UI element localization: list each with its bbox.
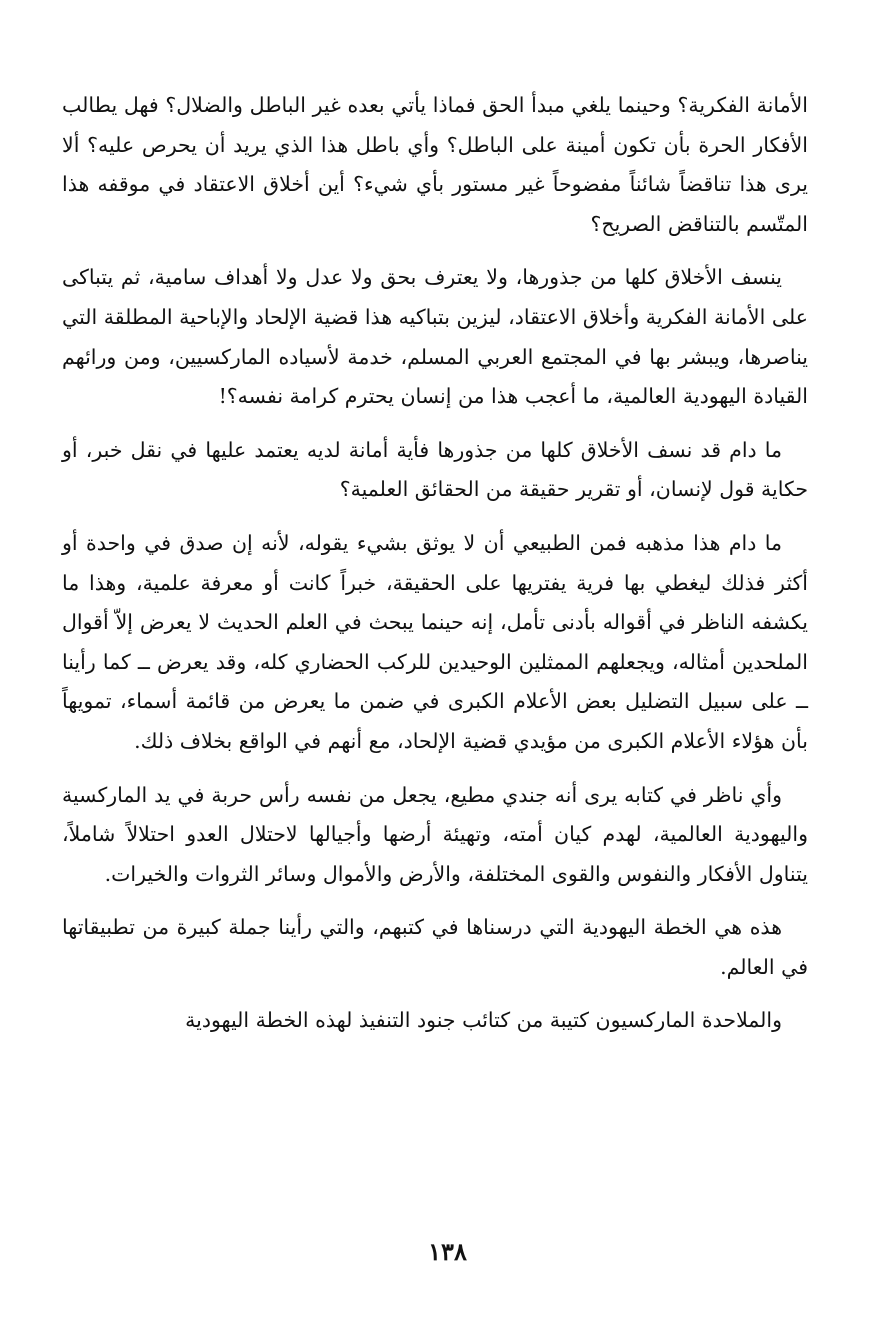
page-body xyxy=(62,86,808,1055)
paragraph-3: ما دام قد نسف الأخلاق كلها من جذورها فأية أمانة لديه يعتمد عليها في نقل خبر، أو حكاية قول لإنسان، أو تقرير حقيقة من الحقائق العلمية؟ xyxy=(62,437,808,502)
paragraph-5: وأي ناظر في كتابه يرى أنه جندي مطيع، يجعل من نفسه رأس حربة في يد الماركسية واليهودية العالمية، لهدم كيان أمته، وتهيئة أرضها وأجيالها لاحتلال العدو احتلالاً شاملاً، يتناول الأفكار والنفوس والقوى المختلفة، والأرض والأموال وسائر الثروات والخيرات. xyxy=(62,782,808,886)
page-number: ١٣٨ xyxy=(428,1237,467,1266)
paragraph-2: ينسف الأخلاق كلها من جذورها، ولا يعترف بحق ولا عدل ولا أهداف سامية، ثم يتباكى على الأمانة الفكرية وأخلاق الاعتقاد، ليزين بتباكيه هذا قضية الإلحاد والإباحية المطلقة التي يناصرها، ويبشر بها في المجتمع العربي المسلم، خدمة لأسياده الماركسيين، ومن ورائهم القيادة اليهودية العالمية، ما أعجب هذا من إنسان يحترم كرامة نفسه؟! xyxy=(62,265,808,409)
paragraph-6: هذه هي الخطة اليهودية التي درسناها في كتبهم، والتي رأينا جملة كبيرة من تطبيقاتها في العالم. xyxy=(62,915,808,979)
paragraph-7: والملاحدة الماركسيون كتيبة من كتائب جنود التنفيذ لهذه الخطة اليهودية xyxy=(185,1008,782,1033)
paragraph-4: ما دام هذا مذهبه فمن الطبيعي أن لا يوثق بشيء يقوله، لأنه إن صدق في واحدة أو أكثر فذلك ليغطي بها فرية يفتريها على الحقيقة، خبراً كانت أو معرفة علمية، وهذا ما يكشفه الناظر في أقواله بأدنى تأمل، إنه حينما يبحث في العلم الحديث لا يعرض إلاّ أقوال الملحدين أمثاله، ويجعلهم الممثلين الوحيدين للركب الحضاري كله، وقد يعرض ــ كما رأينا ــ على سبيل التضليل بعض الأعلام الكبرى في ضمن ما يعرض من قائمة أسماء، تمويهاً بأن هؤلاء الأعلام الكبرى من مؤيدي قضية الإلحاد، مع أنهم في الواقع بخلاف ذلك. xyxy=(62,530,808,753)
paragraph-1: الأمانة الفكرية؟ وحينما يلغي مبدأ الحق فماذا يأتي بعده غير الباطل والضلال؟ فهل يطالب الأفكار الحرة بأن تكون أمينة على الباطل؟ وأي باطل هذا الذي يريد أن يحرص عليه؟ ألا يرى هذا تناقضاً شائناً مفضوحاً غير مستور بأي شيء؟ أين أخلاق الاعتقاد في موقفه هذا المتّسم بالتناقض الصريح؟ xyxy=(62,93,808,236)
